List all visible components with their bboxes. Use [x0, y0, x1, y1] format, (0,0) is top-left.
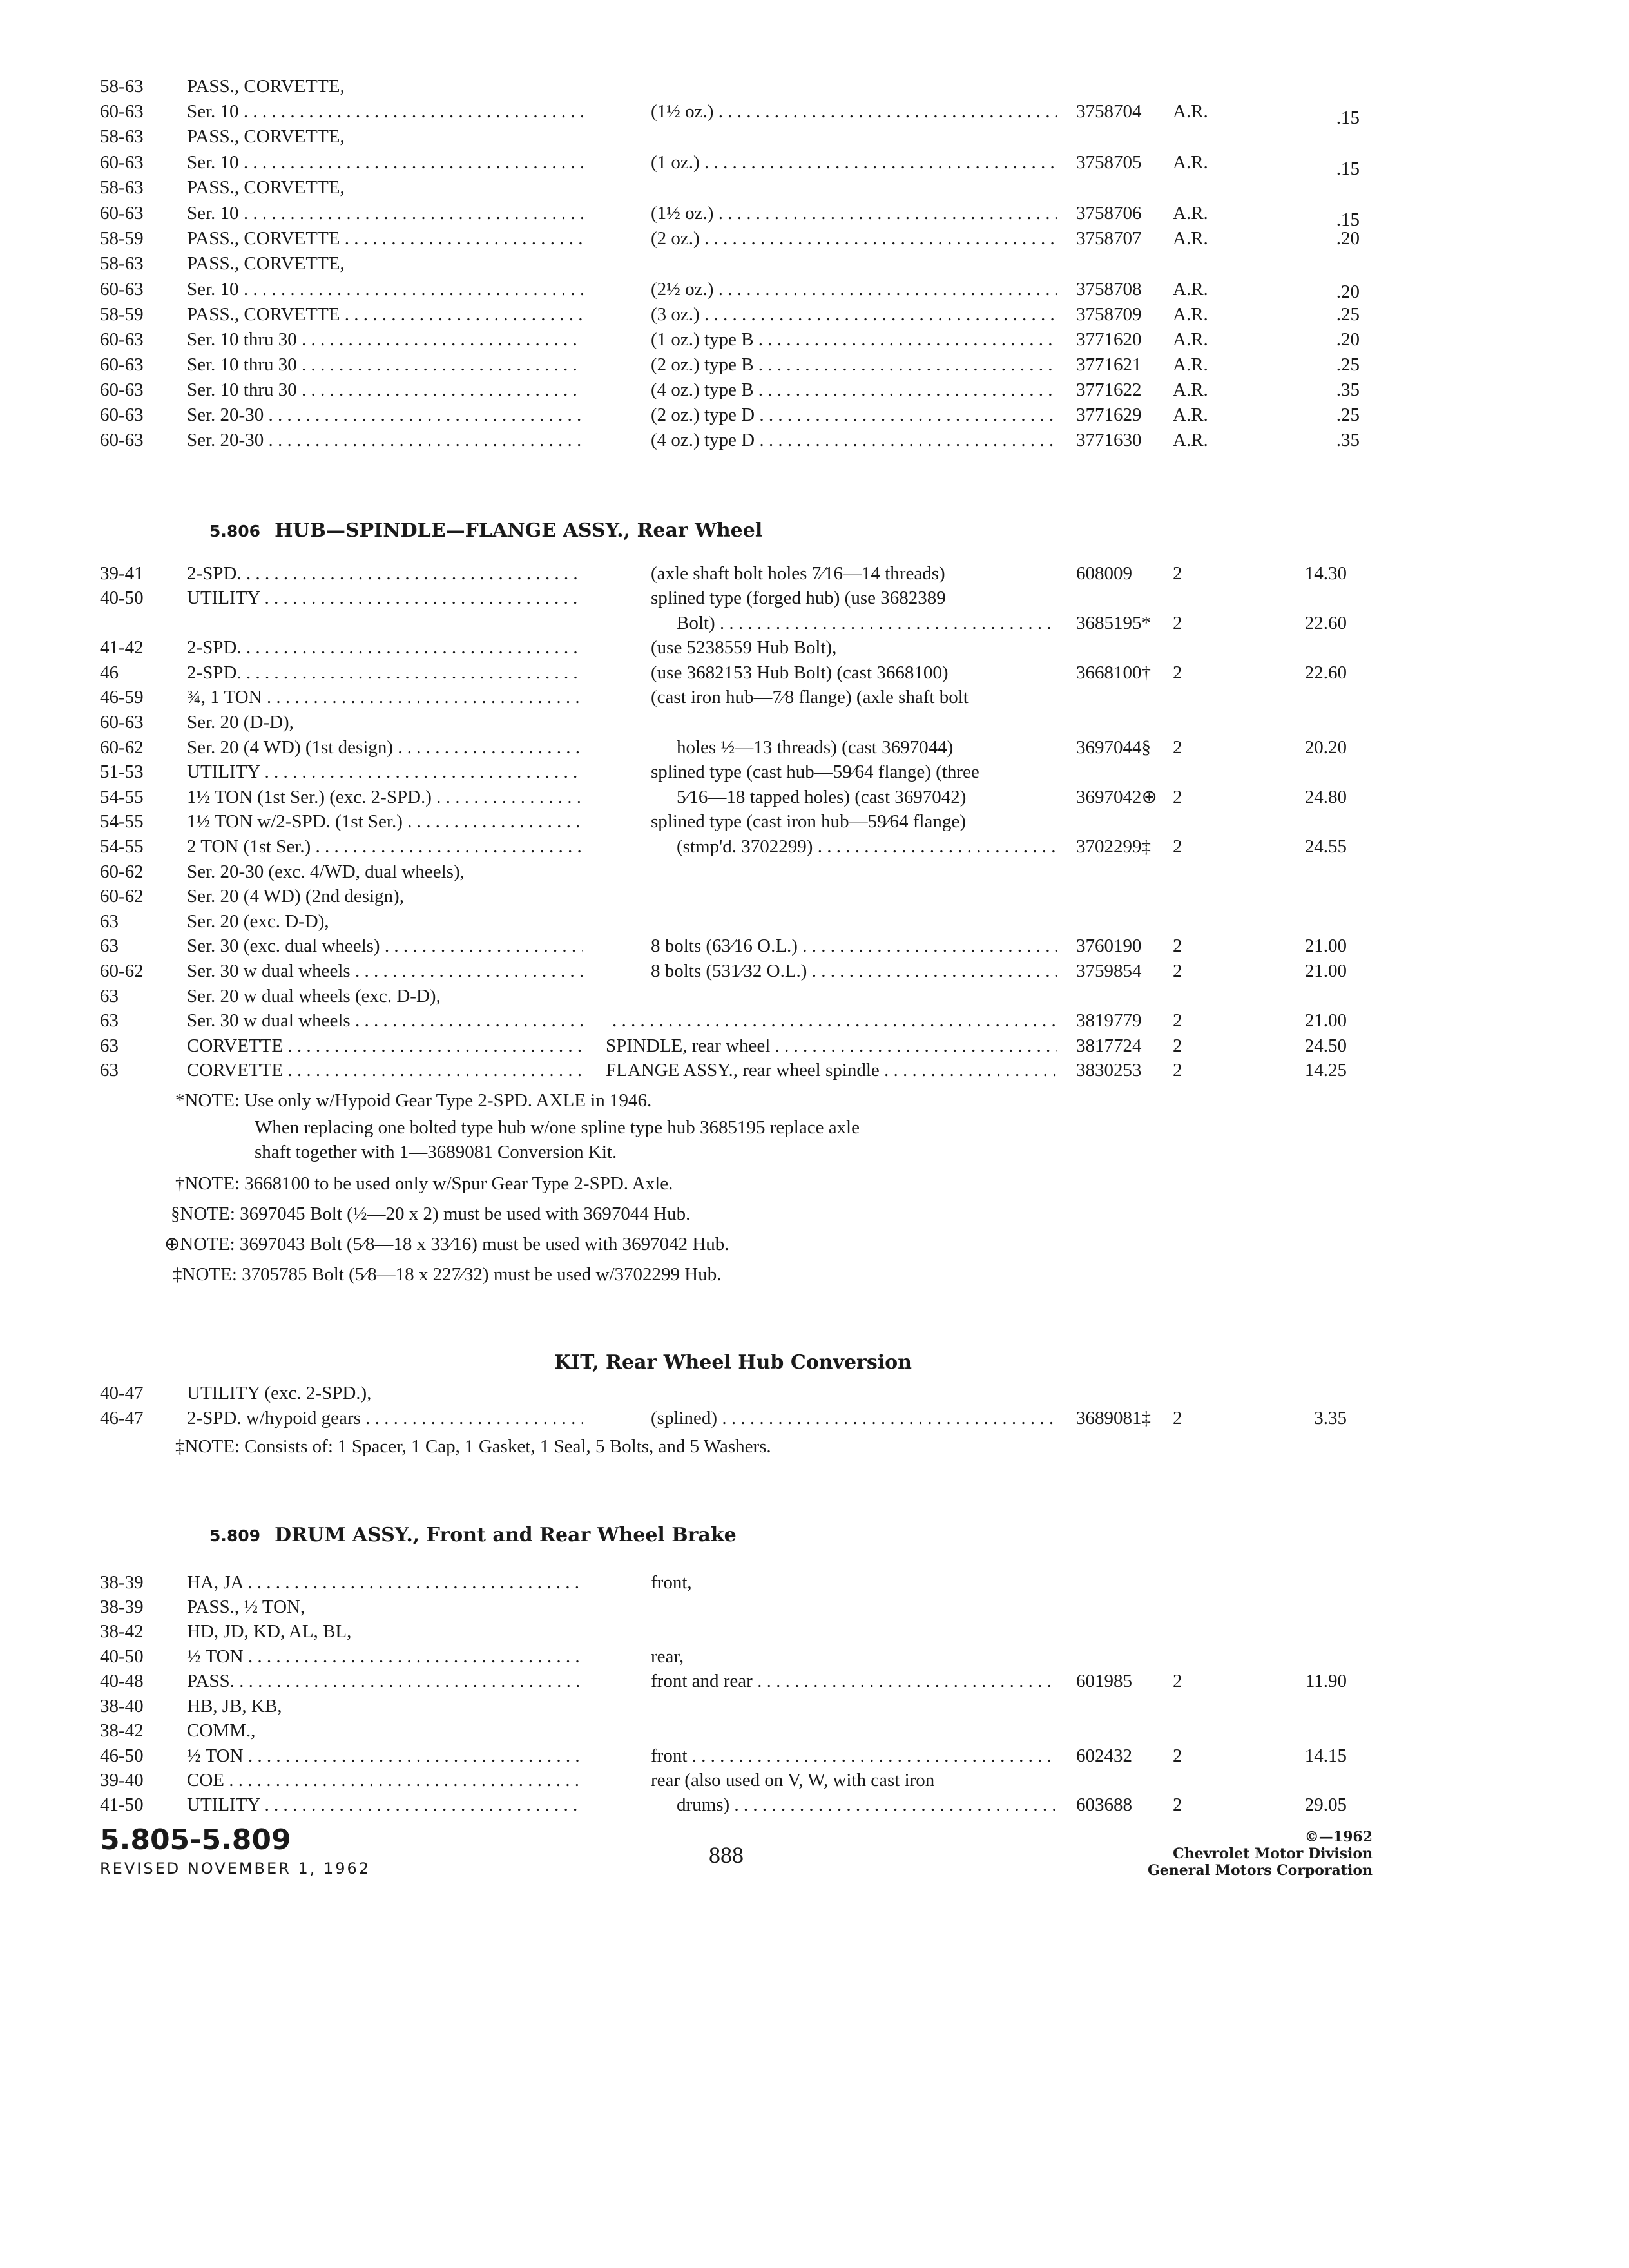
part-number: 3758707 — [1076, 228, 1142, 249]
years: 40-50 — [100, 1646, 144, 1667]
part-number: 3771630 — [1076, 430, 1142, 450]
table-row — [0, 958, 1629, 984]
part-number: 3817724 — [1076, 1035, 1142, 1056]
model: CORVETTE . . . — [187, 1033, 583, 1059]
description: holes ½—13 threads) (cast 3697044) — [677, 737, 954, 758]
part-number: 3689081‡ — [1076, 1408, 1151, 1428]
part-number: 601985 — [1076, 1671, 1132, 1691]
description: rear, — [651, 1646, 684, 1667]
model: HD, JD, KD, AL, BL, — [187, 1621, 352, 1642]
model: Ser. 10 . . . — [187, 276, 583, 302]
table-row — [0, 124, 1629, 149]
description: front and rear . . . — [651, 1668, 1057, 1694]
years: 60-62 — [100, 737, 144, 758]
table-row — [0, 834, 1629, 860]
model: UTILITY . . . — [187, 759, 583, 785]
model: Ser. 20 (D-D), — [187, 712, 294, 733]
table-row — [0, 427, 1629, 453]
model: Ser. 20 (exc. D-D), — [187, 911, 329, 932]
model: UTILITY . . . — [187, 585, 583, 611]
part-number: 3758708 — [1076, 279, 1142, 300]
description: splined type (cast iron hub—59⁄64 flange) — [651, 811, 966, 832]
years: 63 — [100, 936, 119, 956]
years: 60-63 — [100, 354, 144, 375]
table-row — [0, 660, 1629, 686]
years: 46-59 — [100, 687, 144, 707]
model: Ser. 30 w dual wheels . . . — [187, 1008, 583, 1033]
model: ½ TON . . . — [187, 1743, 583, 1769]
years: 60-63 — [100, 712, 144, 733]
years: 38-39 — [100, 1597, 144, 1617]
years: 60-62 — [100, 861, 144, 882]
quantity: 2 — [1173, 1060, 1182, 1081]
section-title: HUB—SPINDLE—FLANGE ASSY., Rear Wheel — [275, 519, 763, 542]
model: PASS., CORVETTE, — [187, 253, 345, 274]
price: 20.20 — [1304, 737, 1347, 758]
revision-date: REVISED NOVEMBER 1, 1962 — [100, 1860, 371, 1878]
price: 22.60 — [1304, 613, 1347, 633]
quantity: A.R. — [1173, 405, 1208, 425]
table-row — [0, 1033, 1629, 1059]
table-row — [0, 1594, 1629, 1620]
years: 58-59 — [100, 304, 144, 325]
price: .20 — [1336, 329, 1360, 350]
table-row — [0, 1405, 1629, 1431]
model: Ser. 30 w dual wheels . . . — [187, 958, 583, 984]
model: 2-SPD. w/hypoid gears . . . — [187, 1405, 583, 1431]
price: .20 — [1336, 282, 1360, 302]
quantity: 2 — [1173, 787, 1182, 807]
years: 63 — [100, 986, 119, 1006]
price: .15 — [1336, 209, 1360, 230]
table-row — [0, 226, 1629, 251]
part-number: 3771620 — [1076, 329, 1142, 350]
years: 54-55 — [100, 787, 144, 807]
model: Ser. 30 (exc. dual wheels) . . . — [187, 933, 583, 959]
table-row — [0, 327, 1629, 352]
description: (2 oz.) type B . . . — [651, 352, 1057, 378]
years: 39-41 — [100, 563, 144, 584]
years: 46-47 — [100, 1408, 144, 1428]
model: PASS., CORVETTE . . . — [187, 226, 583, 251]
quantity: 2 — [1173, 1671, 1182, 1691]
part-number: 3758705 — [1076, 152, 1142, 173]
table-row — [0, 883, 1629, 909]
publisher-corporation: General Motors Corporation — [1147, 1862, 1373, 1879]
years: 46-50 — [100, 1745, 144, 1766]
years: 58-59 — [100, 228, 144, 249]
years: 41-42 — [100, 637, 144, 658]
table-row — [0, 1693, 1629, 1719]
years: 63 — [100, 1010, 119, 1031]
price: 21.00 — [1304, 1010, 1347, 1031]
table-row — [0, 1570, 1629, 1595]
description: (1 oz.) . . . — [651, 149, 1057, 175]
years: 38-42 — [100, 1720, 144, 1741]
description: (2½ oz.) . . . — [651, 276, 1057, 302]
years: 60-63 — [100, 203, 144, 224]
description: front, — [651, 1572, 692, 1593]
table-row — [0, 585, 1629, 611]
section-heading-5809 — [209, 1524, 737, 1546]
quantity: 2 — [1173, 737, 1182, 758]
table-row — [0, 759, 1629, 785]
quantity: 2 — [1173, 961, 1182, 981]
model: Ser. 10 thru 30 . . . — [187, 327, 583, 352]
quantity: A.R. — [1173, 430, 1208, 450]
description: (cast iron hub—7⁄8 flange) (axle shaft bolt — [651, 687, 969, 707]
model: Ser. 20 (4 WD) (1st design) . . . — [187, 735, 583, 760]
table-row — [0, 73, 1629, 99]
price: .35 — [1336, 380, 1360, 400]
years: 63 — [100, 1035, 119, 1056]
model: PASS. . . . — [187, 1668, 583, 1694]
section-heading-kit — [554, 1351, 912, 1374]
model: Ser. 20-30 (exc. 4/WD, dual wheels), — [187, 861, 465, 882]
part-number: 3758709 — [1076, 304, 1142, 325]
table-row — [0, 99, 1629, 128]
part-number: 3771622 — [1076, 380, 1142, 400]
quantity: A.R. — [1173, 203, 1208, 224]
price: .15 — [1336, 108, 1360, 128]
part-number: 3830253 — [1076, 1060, 1142, 1081]
description — [612, 1008, 1057, 1033]
years: 38-40 — [100, 1696, 144, 1716]
description: Bolt) . . . — [677, 610, 1057, 636]
description: front . . . — [651, 1743, 1057, 1769]
section-title: KIT, Rear Wheel Hub Conversion — [554, 1351, 912, 1374]
description: (use 3682153 Hub Bolt) (cast 3668100) — [651, 662, 949, 683]
model: 1½ TON (1st Ser.) (exc. 2-SPD.) . . . — [187, 784, 583, 810]
years: 60-63 — [100, 405, 144, 425]
table-row — [0, 908, 1629, 934]
part-number: 3697042⊕ — [1076, 787, 1157, 807]
description: (splined) . . . — [651, 1405, 1057, 1431]
description: 5⁄16—18 tapped holes) (cast 3697042) — [677, 787, 967, 807]
years: 38-39 — [100, 1572, 144, 1593]
model: PASS., CORVETTE, — [187, 126, 345, 147]
price: 29.05 — [1304, 1794, 1347, 1815]
section-number: 5.806 — [209, 522, 261, 541]
quantity: A.R. — [1173, 304, 1208, 325]
part-number: 3760190 — [1076, 936, 1142, 956]
quantity: A.R. — [1173, 228, 1208, 249]
years: 38-42 — [100, 1621, 144, 1642]
table-row — [0, 1644, 1629, 1669]
note-line: *NOTE: Use only w/Hypoid Gear Type 2-SPD. AXLE in 1946. — [175, 1090, 652, 1111]
model: Ser. 10 . . . — [187, 99, 583, 124]
description: splined type (forged hub) (use 3682389 — [651, 588, 946, 608]
quantity: A.R. — [1173, 101, 1208, 122]
part-number: 3668100† — [1076, 662, 1151, 683]
model: 2-SPD. . . . — [187, 635, 583, 660]
years: 60-63 — [100, 152, 144, 173]
quantity: A.R. — [1173, 380, 1208, 400]
table-row — [0, 302, 1629, 327]
part-number: 3758706 — [1076, 203, 1142, 224]
price: 3.35 — [1314, 1408, 1347, 1428]
description: (1½ oz.) . . . — [651, 99, 1057, 124]
table-row — [0, 1743, 1629, 1769]
table-row — [0, 709, 1629, 735]
table-row — [0, 735, 1629, 760]
part-number: 3697044§ — [1076, 737, 1151, 758]
part-number: 608009 — [1076, 563, 1132, 584]
quantity: 2 — [1173, 1010, 1182, 1031]
table-row — [0, 983, 1629, 1009]
note-line: When replacing one bolted type hub w/one spline type hub 3685195 replace axle — [255, 1117, 860, 1138]
model: 2 TON (1st Ser.) . . . — [187, 834, 583, 860]
price: 14.15 — [1304, 1745, 1347, 1766]
price: .25 — [1336, 304, 1360, 325]
table-row — [0, 1008, 1629, 1033]
years: 60-63 — [100, 430, 144, 450]
table-row — [0, 1057, 1629, 1083]
model: CORVETTE . . . — [187, 1057, 583, 1083]
years: 46 — [100, 662, 119, 683]
table-row — [0, 1767, 1629, 1793]
model: 2-SPD. . . . — [187, 660, 583, 686]
price: .35 — [1336, 430, 1360, 450]
table-row — [0, 809, 1629, 834]
price: 24.55 — [1304, 836, 1347, 857]
price: 11.90 — [1305, 1671, 1347, 1691]
model: UTILITY . . . — [187, 1792, 583, 1818]
note-line: ‡NOTE: Consists of: 1 Spacer, 1 Cap, 1 Gasket, 1 Seal, 5 Bolts, and 5 Washers. — [175, 1436, 771, 1457]
years: 63 — [100, 911, 119, 932]
description: SPINDLE, rear wheel . . . — [606, 1033, 1057, 1059]
years: 60-63 — [100, 101, 144, 122]
table-row — [0, 377, 1629, 403]
section-title: DRUM ASSY., Front and Rear Wheel Brake — [275, 1524, 737, 1546]
years: 58-63 — [100, 253, 144, 274]
description: 8 bolts (63⁄16 O.L.) . . . — [651, 933, 1057, 959]
quantity: A.R. — [1173, 329, 1208, 350]
price: .15 — [1336, 159, 1360, 179]
table-row — [0, 1718, 1629, 1744]
quantity: 2 — [1173, 1745, 1182, 1766]
years: 40-50 — [100, 588, 144, 608]
table-row — [0, 175, 1629, 200]
publisher-division: Chevrolet Motor Division — [1173, 1845, 1373, 1862]
quantity: 2 — [1173, 936, 1182, 956]
description: drums) . . . — [677, 1792, 1057, 1818]
part-number: 3685195* — [1076, 613, 1151, 633]
model: HB, JB, KB, — [187, 1696, 282, 1716]
part-number: 3771621 — [1076, 354, 1142, 375]
model: Ser. 10 . . . — [187, 149, 583, 175]
quantity: 2 — [1173, 613, 1182, 633]
price: 21.00 — [1304, 961, 1347, 981]
table-row — [0, 402, 1629, 428]
years: 40-47 — [100, 1383, 144, 1403]
years: 58-63 — [100, 126, 144, 147]
years: 54-55 — [100, 811, 144, 832]
description: FLANGE ASSY., rear wheel spindle . . . — [606, 1057, 1057, 1083]
years: 51-53 — [100, 762, 144, 782]
table-row — [0, 352, 1629, 378]
model: Ser. 10 thru 30 . . . — [187, 377, 583, 403]
model: 2-SPD. . . . — [187, 561, 583, 586]
years: 39-40 — [100, 1770, 144, 1791]
price: 21.00 — [1304, 936, 1347, 956]
note-line: shaft together with 1—3689081 Conversion Kit. — [255, 1142, 617, 1162]
model: Ser. 10 . . . — [187, 200, 583, 226]
table-row — [0, 200, 1629, 230]
section-number: 5.809 — [209, 1526, 261, 1545]
description: (use 5238559 Hub Bolt), — [651, 637, 837, 658]
price: 24.50 — [1304, 1035, 1347, 1056]
table-row — [0, 561, 1629, 586]
table-row — [0, 859, 1629, 885]
note-line: §NOTE: 3697045 Bolt (½—20 x 2) must be used with 3697044 Hub. — [171, 1204, 691, 1224]
note-line: ⊕NOTE: 3697043 Bolt (5⁄8—18 x 33⁄16) must be used with 3697042 Hub. — [164, 1234, 729, 1254]
model: HA, JA . . . — [187, 1570, 583, 1595]
model: UTILITY (exc. 2-SPD.), — [187, 1383, 372, 1403]
description: rear (also used on V, W, with cast iron — [651, 1770, 935, 1791]
quantity: A.R. — [1173, 279, 1208, 300]
model: PASS., ½ TON, — [187, 1597, 305, 1617]
price: .20 — [1336, 228, 1360, 249]
price: .25 — [1336, 354, 1360, 375]
model: Ser. 10 thru 30 . . . — [187, 352, 583, 378]
years: 60-63 — [100, 380, 144, 400]
years: 41-50 — [100, 1794, 144, 1815]
description: (2 oz.) . . . — [651, 226, 1057, 251]
quantity: 2 — [1173, 1408, 1182, 1428]
model: PASS., CORVETTE, — [187, 76, 345, 97]
model: Ser. 20 w dual wheels (exc. D-D), — [187, 986, 441, 1006]
table-row — [0, 684, 1629, 710]
page-number: 888 — [709, 1842, 744, 1868]
quantity: 2 — [1173, 1794, 1182, 1815]
model: PASS., CORVETTE, — [187, 177, 345, 198]
years: 60-63 — [100, 279, 144, 300]
part-number: 3758704 — [1076, 101, 1142, 122]
description: (1½ oz.) . . . — [651, 200, 1057, 226]
years: 40-48 — [100, 1671, 144, 1691]
part-number: 3771629 — [1076, 405, 1142, 425]
table-row — [0, 635, 1629, 660]
quantity: A.R. — [1173, 152, 1208, 173]
table-row — [0, 933, 1629, 959]
description: (1 oz.) type B . . . — [651, 327, 1057, 352]
note-line: ‡NOTE: 3705785 Bolt (5⁄8—18 x 227⁄32) must be used w/3702299 Hub. — [173, 1264, 722, 1285]
quantity: 2 — [1173, 836, 1182, 857]
copyright: ©—1962 — [1304, 1829, 1373, 1845]
description: splined type (cast hub—59⁄64 flange) (three — [651, 762, 979, 782]
description: (3 oz.) . . . — [651, 302, 1057, 327]
note-line: †NOTE: 3668100 to be used only w/Spur Gear Type 2-SPD. Axle. — [175, 1173, 673, 1194]
table-row — [0, 251, 1629, 276]
price: 24.80 — [1304, 787, 1347, 807]
model: 1½ TON w/2-SPD. (1st Ser.) . . . — [187, 809, 583, 834]
table-row — [0, 784, 1629, 810]
section-heading-5806 — [209, 519, 762, 542]
table-row — [0, 1619, 1629, 1644]
description: 8 bolts (531⁄32 O.L.) . . . — [651, 958, 1057, 984]
price: .25 — [1336, 405, 1360, 425]
table-row — [0, 149, 1629, 179]
years: 58-63 — [100, 177, 144, 198]
table-row — [0, 1380, 1629, 1406]
years: 60-63 — [100, 329, 144, 350]
quantity: A.R. — [1173, 354, 1208, 375]
description: (4 oz.) type B . . . — [651, 377, 1057, 403]
description: (2 oz.) type D . . . — [651, 402, 1057, 428]
model: ½ TON . . . — [187, 1644, 583, 1669]
part-number: 3819779 — [1076, 1010, 1142, 1031]
price: 14.30 — [1304, 563, 1347, 584]
quantity: 2 — [1173, 662, 1182, 683]
years: 63 — [100, 1060, 119, 1081]
part-number: 602432 — [1076, 1745, 1132, 1766]
model: Ser. 20-30 . . . — [187, 402, 583, 428]
part-number: 3702299‡ — [1076, 836, 1151, 857]
model: Ser. 20 (4 WD) (2nd design), — [187, 886, 404, 907]
description: (stmp'd. 3702299) . . . — [677, 834, 1057, 860]
table-row — [0, 1792, 1629, 1818]
model: COMM., — [187, 1720, 256, 1741]
part-number: 3759854 — [1076, 961, 1142, 981]
section-range: 5.805-5.809 — [100, 1823, 291, 1856]
model: Ser. 20-30 . . . — [187, 427, 583, 453]
table-row — [0, 610, 1629, 636]
model: PASS., CORVETTE . . . — [187, 302, 583, 327]
quantity: 2 — [1173, 563, 1182, 584]
description: (axle shaft bolt holes 7⁄16—14 threads) — [651, 563, 945, 584]
price: 22.60 — [1304, 662, 1347, 683]
description: (4 oz.) type D . . . — [651, 427, 1057, 453]
years: 60-62 — [100, 961, 144, 981]
part-number: 603688 — [1076, 1794, 1132, 1815]
quantity: 2 — [1173, 1035, 1182, 1056]
table-row — [0, 1668, 1629, 1694]
years: 60-62 — [100, 886, 144, 907]
model: ¾, 1 TON . . . — [187, 684, 583, 710]
years: 54-55 — [100, 836, 144, 857]
table-row — [0, 276, 1629, 302]
years: 58-63 — [100, 76, 144, 97]
model: COE . . . — [187, 1767, 583, 1793]
price: 14.25 — [1304, 1060, 1347, 1081]
